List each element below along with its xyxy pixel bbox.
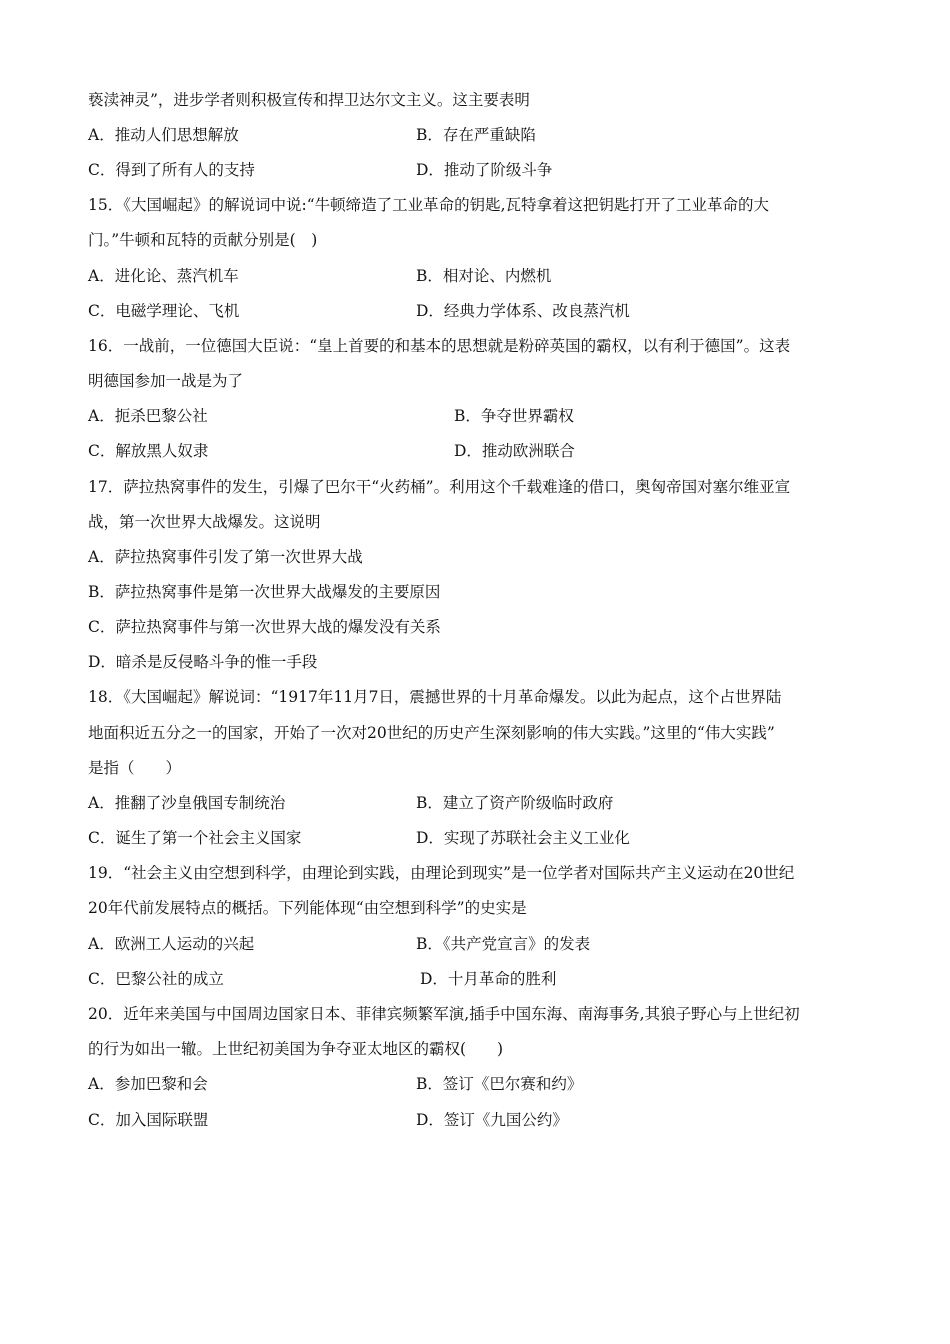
option-d: D．十月革命的胜利	[420, 970, 557, 988]
option-a: A．欧洲工人运动的兴起	[88, 935, 255, 953]
question-16-options-row-1	[88, 406, 868, 426]
option-b: B．《共产党宣言》的发表	[416, 935, 591, 953]
question-20-options-row-2	[88, 1110, 868, 1130]
question-19-options-row-1	[88, 934, 868, 954]
option-a: A．扼杀巴黎公社	[88, 407, 208, 425]
option-c: C．萨拉热窝事件与第一次世界大战的爆发没有关系	[88, 618, 441, 636]
option-b: B．相对论、内燃机	[416, 267, 552, 285]
question-14-options-row-1	[88, 125, 868, 145]
option-d: D．暗杀是反侵略斗争的惟一手段	[88, 653, 318, 671]
question-18-stem-line-2: 地面积近五分之一的国家，开始了一次对20世纪的历史产生深刻影响的伟大实践。”这里的“伟大实践”	[88, 724, 775, 742]
question-16-options-row-2	[88, 441, 868, 461]
option-c: C．得到了所有人的支持	[88, 161, 255, 179]
question-19-options-row-2	[88, 969, 868, 989]
option-b: B．签订《巴尔赛和约》	[416, 1075, 583, 1093]
question-19-stem-line-1: 19．“社会主义由空想到科学，由理论到实践，由理论到现实”是一位学者对国际共产主义运动在20世纪	[88, 864, 795, 882]
question-15-options-row-1	[88, 266, 868, 286]
question-20-stem-line-1: 20．近年来美国与中国周边国家日本、菲律宾频繁军演,插手中国东海、南海事务,其狼子野心与上世纪初	[88, 1005, 800, 1023]
question-19-stem-line-2: 20年代前发展特点的概括。下列能体现“由空想到科学”的史实是	[88, 899, 527, 917]
option-d: D．实现了苏联社会主义工业化	[416, 829, 630, 847]
option-b: B．萨拉热窝事件是第一次世界大战爆发的主要原因	[88, 583, 441, 601]
option-a: A．进化论、蒸汽机车	[88, 267, 239, 285]
question-18-options-row-2	[88, 828, 868, 848]
question-20-stem-line-2: 的行为如出一辙。上世纪初美国为争夺亚太地区的霸权( )	[88, 1040, 504, 1058]
question-18-stem-line-1: 18．《大国崛起》解说词：“1917年11月7日，震撼世界的十月革命爆发。以此为起点，这个占世界陆	[88, 688, 782, 706]
question-16-stem-line-2: 明德国参加一战是为了	[88, 372, 244, 390]
question-18-options-row-1	[88, 793, 868, 813]
question-16-stem-line-1: 16．一战前，一位德国大臣说：“皇上首要的和基本的思想就是粉碎英国的霸权，以有利于德国”。这表	[88, 337, 791, 355]
option-c: C．诞生了第一个社会主义国家	[88, 829, 302, 847]
option-b: B．争夺世界霸权	[454, 407, 574, 425]
option-b: B．建立了资产阶级临时政府	[416, 794, 614, 812]
option-b: B．存在严重缺陷	[416, 126, 536, 144]
question-20-options-row-1	[88, 1074, 868, 1094]
question-17-stem-line-1: 17．萨拉热窝事件的发生，引爆了巴尔干“火药桶”。利用这个千载难逢的借口，奥匈帝国对塞尔维亚宣	[88, 478, 791, 496]
question-15-stem-line-2: 门。”牛顿和瓦特的贡献分别是( )	[88, 231, 318, 249]
option-c: C．加入国际联盟	[88, 1111, 209, 1129]
option-d: D．经典力学体系、改良蒸汽机	[416, 302, 630, 320]
option-a: A．萨拉热窝事件引发了第一次世界大战	[88, 548, 363, 566]
option-d: D．推动了阶级斗争	[416, 161, 553, 179]
option-d: D．推动欧洲联合	[454, 442, 575, 460]
option-c: C．巴黎公社的成立	[88, 970, 224, 988]
option-a: A．推动人们思想解放	[88, 126, 239, 144]
option-a: A．推翻了沙皇俄国专制统治	[88, 794, 286, 812]
option-d: D．签订《九国公约》	[416, 1111, 568, 1129]
question-17-stem-line-2: 战，第一次世界大战爆发。这说明	[88, 513, 321, 531]
question-15-options-row-2	[88, 301, 868, 321]
question-14-options-row-2	[88, 160, 868, 180]
option-a: A．参加巴黎和会	[88, 1075, 208, 1093]
question-18-stem-line-3: 是指（ ）	[88, 759, 182, 777]
option-c: C．电磁学理论、飞机	[88, 302, 240, 320]
option-c: C．解放黑人奴隶	[88, 442, 209, 460]
question-15-stem-line-1: 15．《大国崛起》的解说词中说:“牛顿缔造了工业革命的钥匙,瓦特拿着这把钥匙打开了工业革命的大	[88, 196, 770, 214]
question-14-stem-tail: 亵渎神灵”，进步学者则积极宣传和捍卫达尔文主义。这主要表明	[88, 91, 530, 109]
